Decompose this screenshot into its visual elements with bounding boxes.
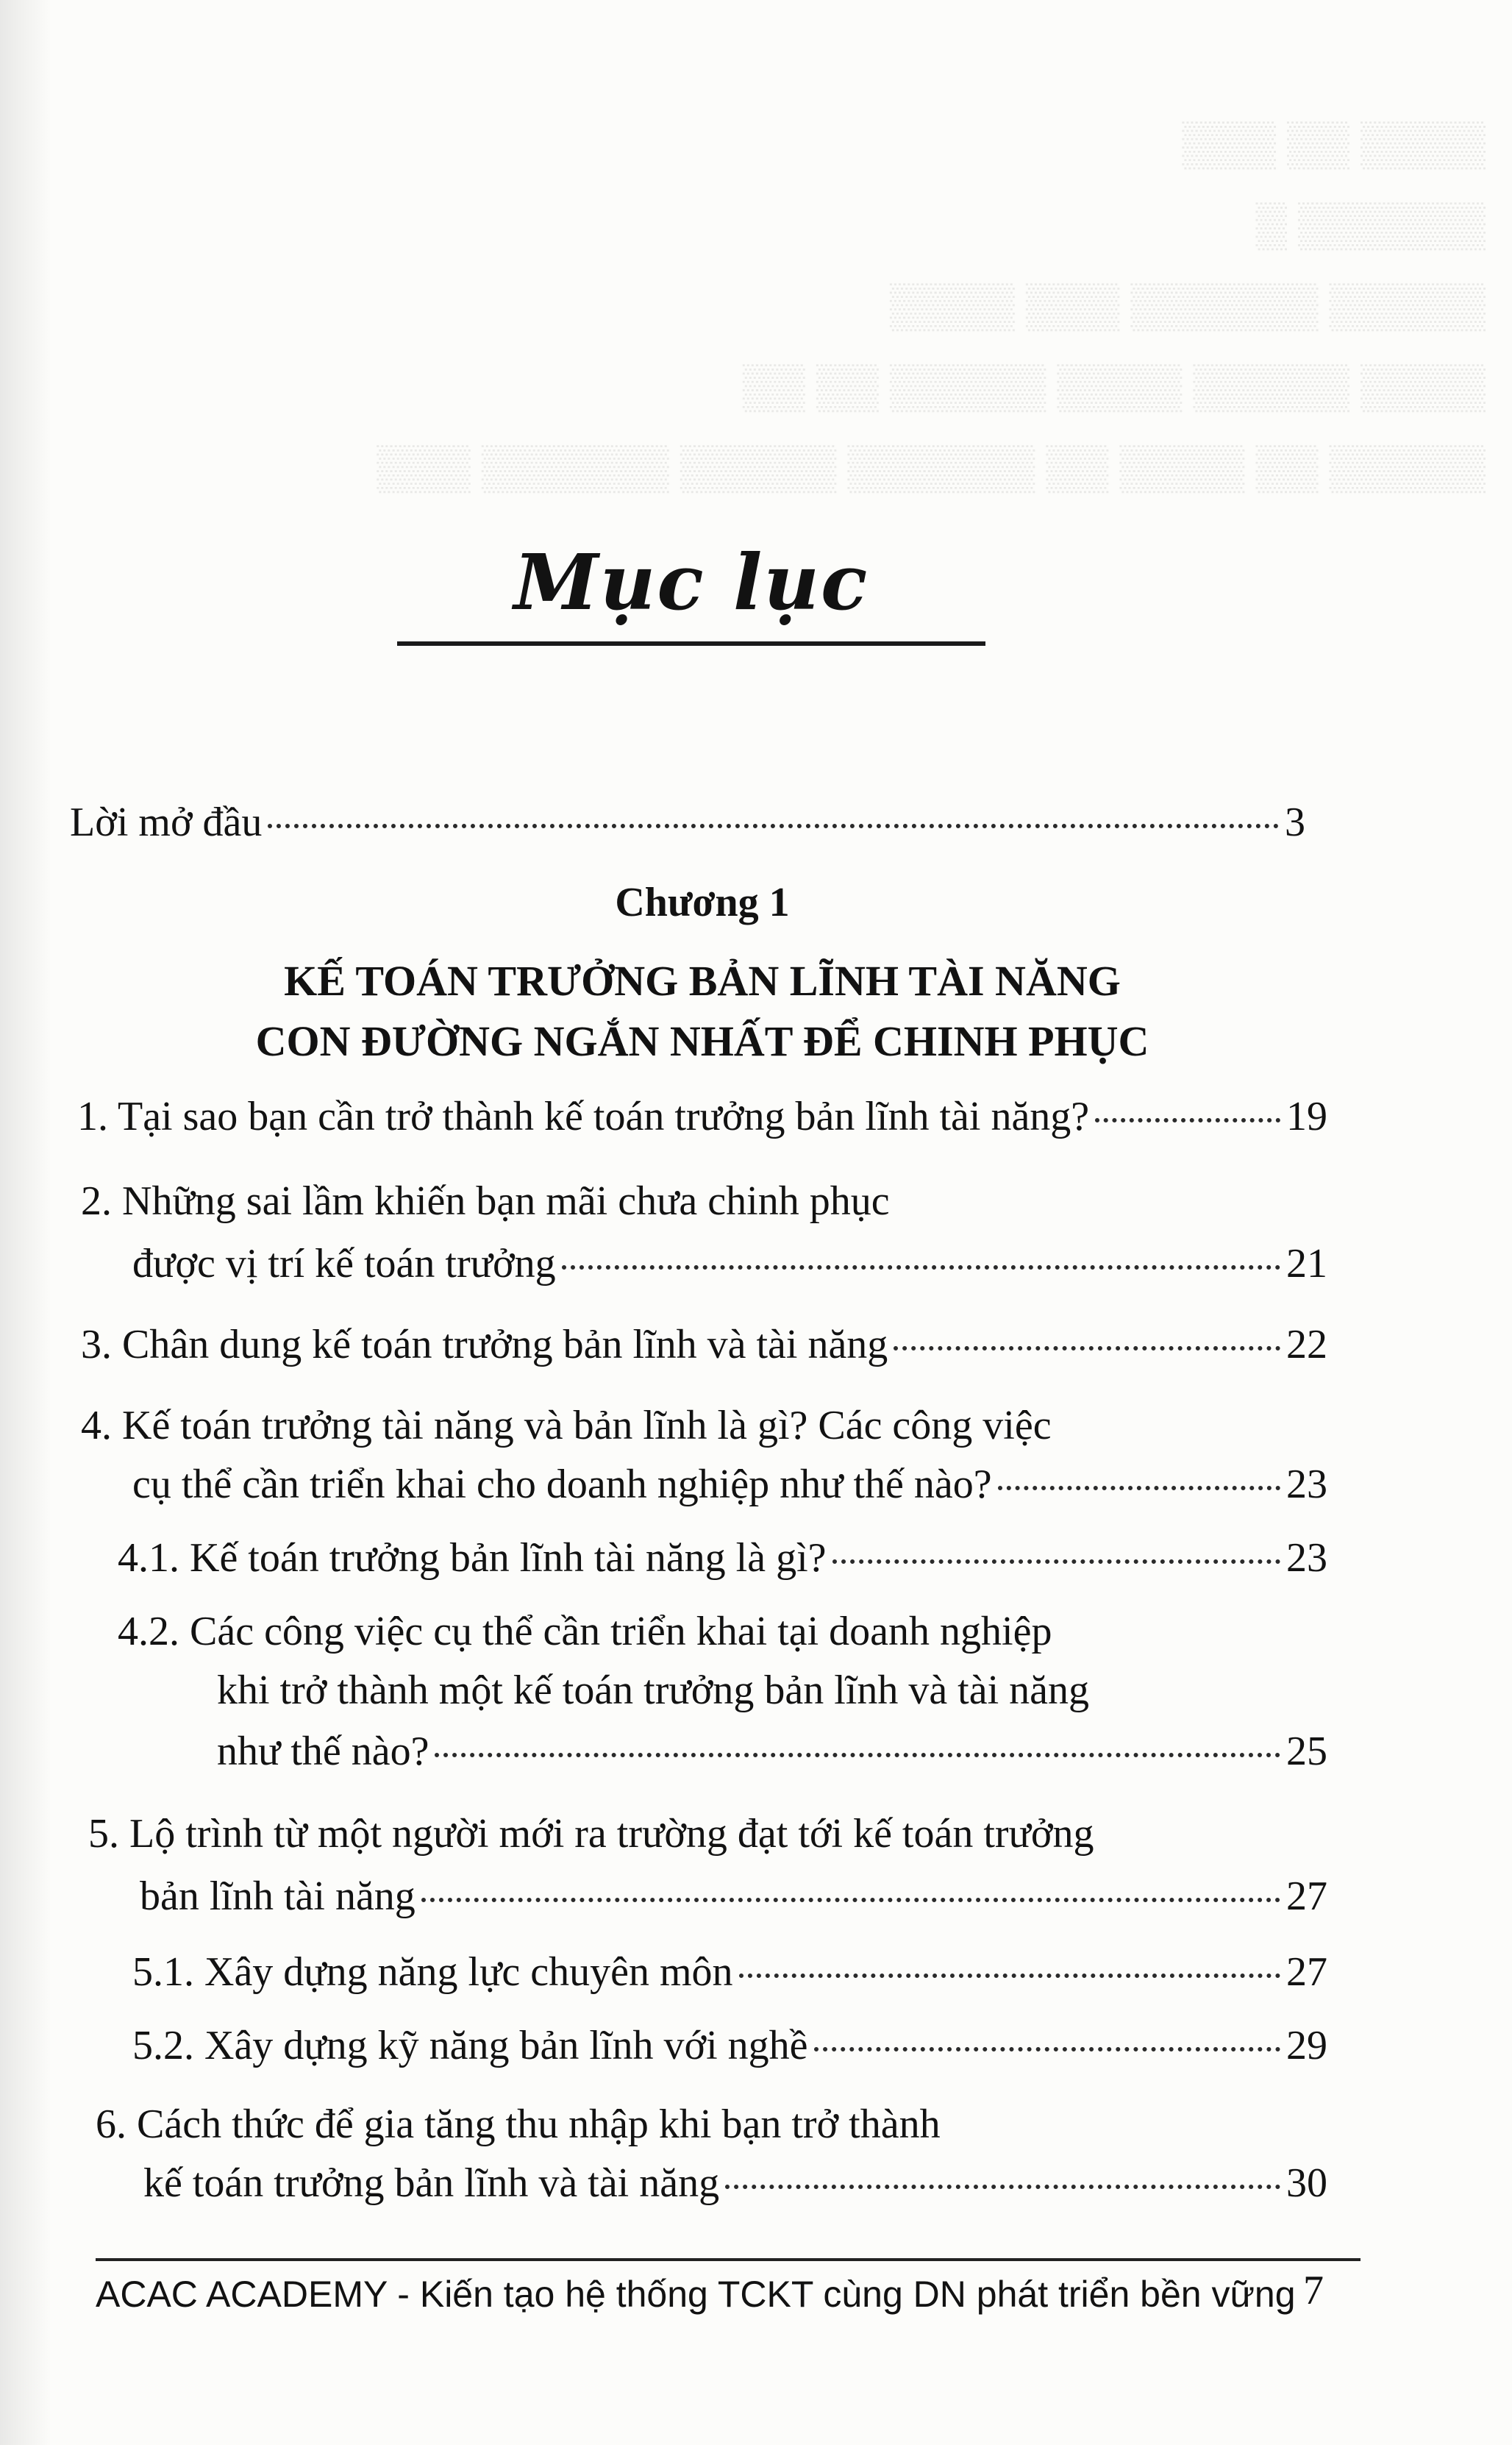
leader-dots bbox=[832, 1559, 1280, 1564]
entry-label: 5.2. Xây dựng kỹ năng bản lĩnh với nghề bbox=[132, 2023, 808, 2068]
leader-dots bbox=[562, 1265, 1280, 1270]
leader-dots bbox=[725, 2185, 1280, 2189]
entry-label: được vị trí kế toán trưởng bbox=[132, 1241, 556, 1286]
toc-entry-line: 4.2. Các công việc cụ thể cần triển khai tại doanh nghiệp bbox=[118, 1609, 1052, 1654]
chapter-title-line1: KẾ TOÁN TRƯỞNG BẢN LĨNH TÀI NĂNG bbox=[284, 957, 1121, 1005]
entry-page: 19 bbox=[1286, 1094, 1327, 1139]
toc-entry-line: 5. Lộ trình từ một người mới ra trường đạt tới kế toán trưởng bbox=[88, 1811, 1094, 1857]
toc-subentry bbox=[132, 1948, 1327, 1996]
leader-dots bbox=[421, 1898, 1280, 1902]
footer-rule bbox=[96, 2258, 1361, 2261]
entry-page: 29 bbox=[1286, 2023, 1327, 2068]
toc-subentry bbox=[217, 1727, 1327, 1776]
title-underline bbox=[397, 641, 985, 646]
bleed-through: ▒▒▒▒ ▒▒ ▒▒▒ ▒▒▒▒▒▒ ▒ ▒▒▒▒▒ ▒▒▒▒▒▒ ▒▒▒ ▒▒▒▒ ▒▒▒▒ ▒▒▒▒▒ ▒▒▒▒ ▒▒▒▒▒ ▒▒ ▒▒ ▒▒▒▒▒ ▒▒ ▒▒▒▒ ▒▒ ▒▒▒▒▒▒ ▒▒▒▒▒ ▒▒▒▒▒▒ ▒▒▒ bbox=[377, 119, 1486, 491]
toc-subentry bbox=[132, 2021, 1327, 2070]
leader-dots bbox=[998, 1486, 1280, 1490]
toc-entry bbox=[143, 2159, 1327, 2207]
page-number: 7 bbox=[1303, 2268, 1324, 2313]
leader-dots bbox=[268, 824, 1279, 828]
entry-page: 27 bbox=[1286, 1873, 1327, 1919]
entry-label: bản lĩnh tài năng bbox=[140, 1873, 416, 1919]
chapter-title-line2: CON ĐƯỜNG NGẮN NHẤT ĐỂ CHINH PHỤC bbox=[255, 1017, 1149, 1065]
entry-page: 22 bbox=[1286, 1322, 1327, 1367]
running-footer: ACAC ACADEMY - Kiến tạo hệ thống TCKT cùng DN phát triển bền vững bbox=[96, 2274, 1296, 2315]
toc-entry-intro bbox=[70, 798, 1305, 847]
toc-entry bbox=[132, 1239, 1327, 1288]
leader-dots bbox=[814, 2047, 1280, 2051]
entry-label: 5.1. Xây dựng năng lực chuyên môn bbox=[132, 1949, 733, 1995]
entry-label: kế toán trưởng bản lĩnh và tài năng bbox=[143, 2160, 720, 2206]
toc-entry-line: khi trở thành một kế toán trưởng bản lĩnh và tài năng bbox=[217, 1668, 1090, 1713]
toc-entry bbox=[140, 1872, 1327, 1921]
entry-page: 27 bbox=[1286, 1949, 1327, 1995]
toc-entry bbox=[77, 1092, 1327, 1141]
entry-label: 1. Tại sao bạn cần trở thành kế toán trưởng bản lĩnh tài năng? bbox=[77, 1094, 1090, 1139]
entry-page: 30 bbox=[1286, 2160, 1327, 2206]
entry-page: 3 bbox=[1285, 800, 1305, 845]
toc-subentry bbox=[118, 1534, 1327, 1582]
entry-label: 3. Chân dung kế toán trưởng bản lĩnh và tài năng bbox=[81, 1322, 888, 1367]
toc-entry bbox=[81, 1320, 1327, 1369]
leader-dots bbox=[435, 1753, 1280, 1757]
entry-label: như thế nào? bbox=[217, 1729, 429, 1774]
entry-label: Lời mở đầu bbox=[70, 800, 263, 845]
leader-dots bbox=[1095, 1118, 1280, 1122]
toc-entry-line: 4. Kế toán trưởng tài năng và bản lĩnh là gì? Các công việc bbox=[81, 1403, 1052, 1448]
entry-page: 25 bbox=[1286, 1729, 1327, 1774]
entry-page: 21 bbox=[1286, 1241, 1327, 1286]
toc-entry-line: 6. Cách thức để gia tăng thu nhập khi bạn trở thành bbox=[96, 2101, 941, 2147]
entry-label: 4.1. Kế toán trưởng bản lĩnh tài năng là gì? bbox=[118, 1535, 827, 1581]
page-gutter-shadow bbox=[0, 0, 51, 2445]
entry-page: 23 bbox=[1286, 1535, 1327, 1581]
entry-page: 23 bbox=[1286, 1462, 1327, 1507]
toc-entry-line: 2. Những sai lầm khiến bạn mãi chưa chinh phục bbox=[81, 1178, 890, 1224]
leader-dots bbox=[894, 1346, 1280, 1350]
toc-entry bbox=[132, 1460, 1327, 1509]
page-title: Mục lục bbox=[513, 537, 869, 627]
chapter-label: Chương 1 bbox=[615, 880, 790, 925]
entry-label: cụ thể cần triển khai cho doanh nghiệp như thế nào? bbox=[132, 1462, 992, 1507]
leader-dots bbox=[739, 1974, 1280, 1978]
